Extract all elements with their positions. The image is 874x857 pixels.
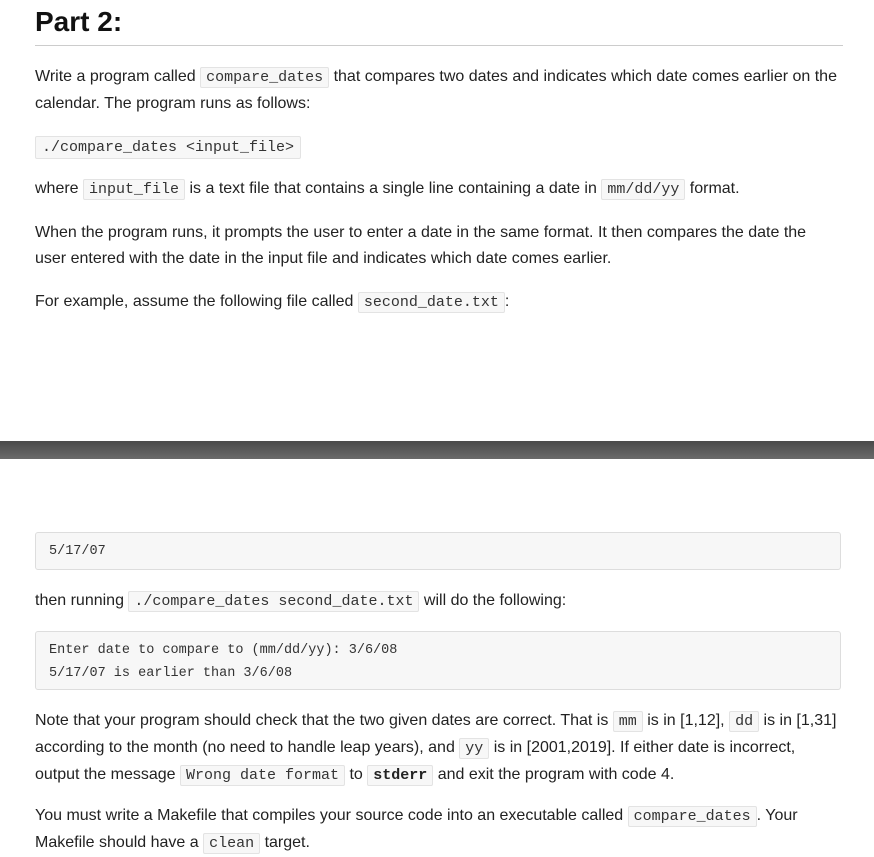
text-span: For example, assume the following file called xyxy=(35,293,358,310)
text-span: is in [1,12], xyxy=(642,712,730,729)
text-span: to xyxy=(345,766,368,783)
text-span: target. xyxy=(260,834,310,851)
intro-paragraph xyxy=(35,64,843,117)
text-span: You must write a Makefile that compiles your source code into an executable called xyxy=(35,807,628,824)
text-span: is in [1,31] according to the month (no need to handle leap years), and xyxy=(35,712,837,756)
text-span: is in [2001,2019]. If either date is incorrect, output the message xyxy=(35,739,796,783)
inline-code-compare-dates: compare_dates xyxy=(200,67,329,88)
text-span: Write a program called xyxy=(35,68,201,85)
text-span: : xyxy=(504,293,510,310)
inline-code-input-file: input_file xyxy=(83,179,185,200)
inline-code-clean-target: clean xyxy=(203,833,260,854)
text-span: then running xyxy=(35,592,129,609)
text-span: and exit the program with code 4. xyxy=(433,766,675,783)
inline-code-run-command: ./compare_dates second_date.txt xyxy=(128,591,419,612)
text-span: format. xyxy=(685,180,740,197)
makefile-paragraph xyxy=(35,803,843,857)
inline-code-date-format: mm/dd/yy xyxy=(601,179,685,200)
file-content-line: 5/17/07 xyxy=(49,544,106,559)
program-output-block xyxy=(35,631,841,690)
text-span: where xyxy=(35,180,84,197)
inline-code-second-date-file: second_date.txt xyxy=(358,292,505,313)
inline-code-mm: mm xyxy=(613,711,643,732)
text-span: is a text file that contains a single line containing a date in xyxy=(185,180,602,197)
behavior-paragraph: When the program runs, it prompts the user to enter a date in the same format. It then compares the date the user entered with the date in the input file and indicates which date comes earlier. xyxy=(35,224,807,267)
usage-code: ./compare_dates <input_file> xyxy=(35,136,301,159)
inline-code-executable-name: compare_dates xyxy=(628,806,757,827)
inline-code-dd: dd xyxy=(729,711,759,732)
text-span: will do the following: xyxy=(419,592,567,609)
output-line: Enter date to compare to (mm/dd/yy): 3/6/08 xyxy=(49,643,398,658)
text-span: that compares two dates and indicates which date comes earlier on the calendar. The program runs as follows: xyxy=(35,68,837,112)
usage-code-block xyxy=(35,136,301,158)
inline-code-error-message: Wrong date format xyxy=(180,765,345,786)
running-paragraph xyxy=(35,588,843,615)
input-file-paragraph xyxy=(35,176,843,203)
file-content-block xyxy=(35,532,841,570)
page-separator xyxy=(0,441,874,459)
heading-divider xyxy=(35,45,843,46)
example-intro-paragraph xyxy=(35,289,843,316)
output-line: 5/17/07 is earlier than 3/6/08 xyxy=(49,666,293,681)
inline-code-stderr: stderr xyxy=(367,765,433,786)
validation-paragraph xyxy=(35,708,843,789)
inline-code-yy: yy xyxy=(459,738,489,759)
page-heading: Part 2: xyxy=(35,6,123,37)
text-span: . Your Makefile should have a xyxy=(35,807,798,851)
text-span: Note that your program should check that the two given dates are correct. That is xyxy=(35,712,613,729)
